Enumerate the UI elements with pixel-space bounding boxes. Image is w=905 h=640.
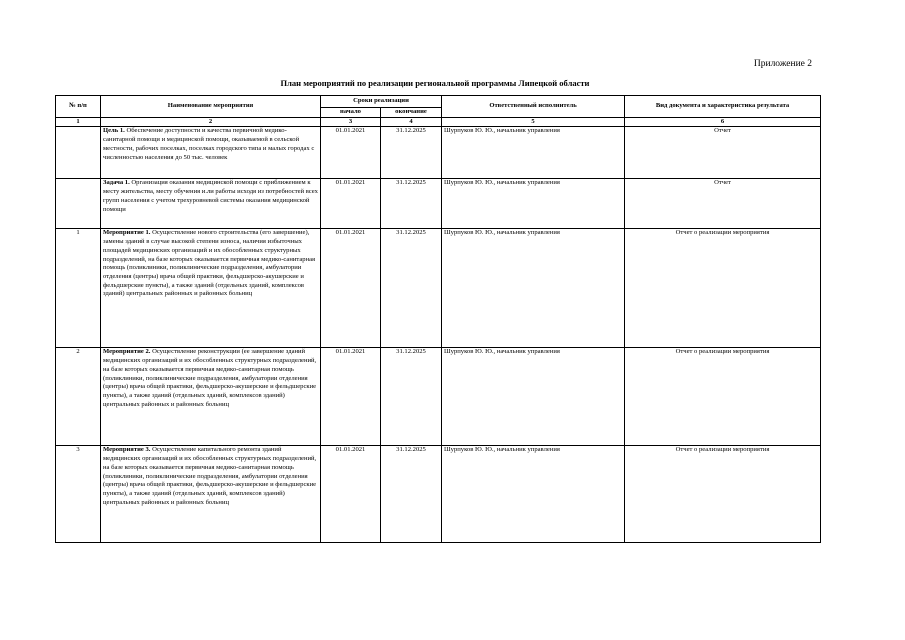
row-result: Отчет — [625, 179, 821, 229]
column-number: 5 — [442, 117, 625, 127]
row-responsible: Шурпуков Ю. Ю., начальник управления — [442, 348, 625, 446]
table-row — [56, 446, 821, 543]
header-result: Вид документа и характеристика результата — [625, 96, 821, 118]
row-number: 1 — [56, 229, 101, 348]
table-header-row — [56, 96, 821, 108]
row-start-date: 01.01.2021 — [321, 179, 381, 229]
row-number — [56, 179, 101, 229]
row-end-date: 31.12.2025 — [381, 127, 442, 179]
row-end-date: 31.12.2025 — [381, 179, 442, 229]
row-start-date: 01.01.2021 — [321, 348, 381, 446]
row-responsible: Шурпуков Ю. Ю., начальник управления — [442, 446, 625, 543]
header-period: Сроки реализации — [321, 96, 442, 108]
action-plan-table — [55, 95, 821, 543]
row-number — [56, 127, 101, 179]
row-activity-name — [101, 229, 321, 348]
header-num: № п/п — [56, 96, 101, 118]
column-number: 4 — [381, 117, 442, 127]
row-activity-text: Организация оказания медицинской помощи с приближением к месту жительства, месту обучения и.ли работы исходя из потребностей всех групп населения с учетом трехуровневой системы оказания медицинской помощи — [103, 179, 318, 213]
row-activity-name — [101, 127, 321, 179]
header-end: окончание — [381, 108, 442, 118]
row-start-date: 01.01.2021 — [321, 229, 381, 348]
row-activity-text: Осуществление капитального ремонта зданий медицинских организаций и их обособленных структурных подразделений, на базе которых оказывается первичная медико-санитарная помощь (поликлиники, поликлинические подразделения, амбулатории отделения (центры) врача общей практики, фельдшерско-акушерские и фельдшерские пункты), а также зданий (отдельных зданий, комплексов зданий) центральных районных и районных больниц — [103, 446, 317, 506]
row-responsible: Шурпуков Ю. Ю., начальник управления — [442, 229, 625, 348]
row-start-date: 01.01.2021 — [321, 446, 381, 543]
row-activity-name — [101, 179, 321, 229]
row-activity-text: Обеспечение доступности и качества первичной медико-санитарной помощи и медицинской помощи, оказываемой в сельской местности, рабочих поселках, поселках городского типа и малых городах с численностью населения до 50 тыс. человек — [103, 127, 315, 161]
row-result: Отчет о реализации мероприятия — [625, 446, 821, 543]
row-activity-label: Мероприятие 1. — [103, 229, 151, 237]
row-activity-name — [101, 348, 321, 446]
row-result: Отчет о реализации мероприятия — [625, 348, 821, 446]
row-end-date: 31.12.2025 — [381, 348, 442, 446]
row-activity-label: Задача 1. — [103, 179, 130, 187]
row-activity-text: Осуществление реконструкции (ее завершение зданий медицинских организаций и их обособленных структурных подразделений, на базе которых оказывается первичная медико-санитарная помощь (поликлиники, поликлинические подразделения, амбулатории отделения (центры) врача общей практики, фельдшерско-акушерские и фельдшерские пункты), а также зданий (отдельных зданий, комплексов зданий) центральных районных и районных больниц — [103, 348, 317, 408]
table-row — [56, 348, 821, 446]
column-number-row — [56, 117, 821, 127]
row-activity-label: Мероприятие 3. — [103, 446, 151, 454]
row-result: Отчет — [625, 127, 821, 179]
header-start: начало — [321, 108, 381, 118]
row-responsible: Шурпуков Ю. Ю., начальник управления — [442, 179, 625, 229]
column-number: 6 — [625, 117, 821, 127]
row-result: Отчет о реализации мероприятия — [625, 229, 821, 348]
document-title: План мероприятий по реализации региональной программы Липецкой области — [280, 78, 590, 88]
row-activity-name — [101, 446, 321, 543]
column-number: 2 — [101, 117, 321, 127]
column-number: 3 — [321, 117, 381, 127]
header-responsible: Ответственный исполнитель — [442, 96, 625, 118]
row-activity-label: Цель 1. — [103, 127, 125, 135]
appendix-label: Приложение 2 — [753, 59, 812, 69]
table-row — [56, 229, 821, 348]
row-start-date: 01.01.2021 — [321, 127, 381, 179]
table-row — [56, 179, 821, 229]
row-responsible: Шурпуков Ю. Ю., начальник управления — [442, 127, 625, 179]
row-number: 2 — [56, 348, 101, 446]
row-activity-label: Мероприятие 2. — [103, 348, 151, 356]
column-number: 1 — [56, 117, 101, 127]
header-name: Наименование мероприятия — [101, 96, 321, 118]
table-row — [56, 127, 821, 179]
row-end-date: 31.12.2025 — [381, 446, 442, 543]
row-activity-text: Осуществление нового строительства (его завершение), замены зданий в случае высокой степени износа, наличия избыточных площадей медицинских организаций и их обособленных структурных подразделений, на базе которых оказывается первичная медико-санитарная помощь (поликлиники, поликлинические подразделения, амбулатории отделения (центры) врача общей практики, фельдшерско-акушерские и фельдшерские пункты), а также зданий (отдельных зданий, комплексов зданий) центральных районных и районных больниц — [103, 229, 316, 298]
row-end-date: 31.12.2025 — [381, 229, 442, 348]
row-number: 3 — [56, 446, 101, 543]
